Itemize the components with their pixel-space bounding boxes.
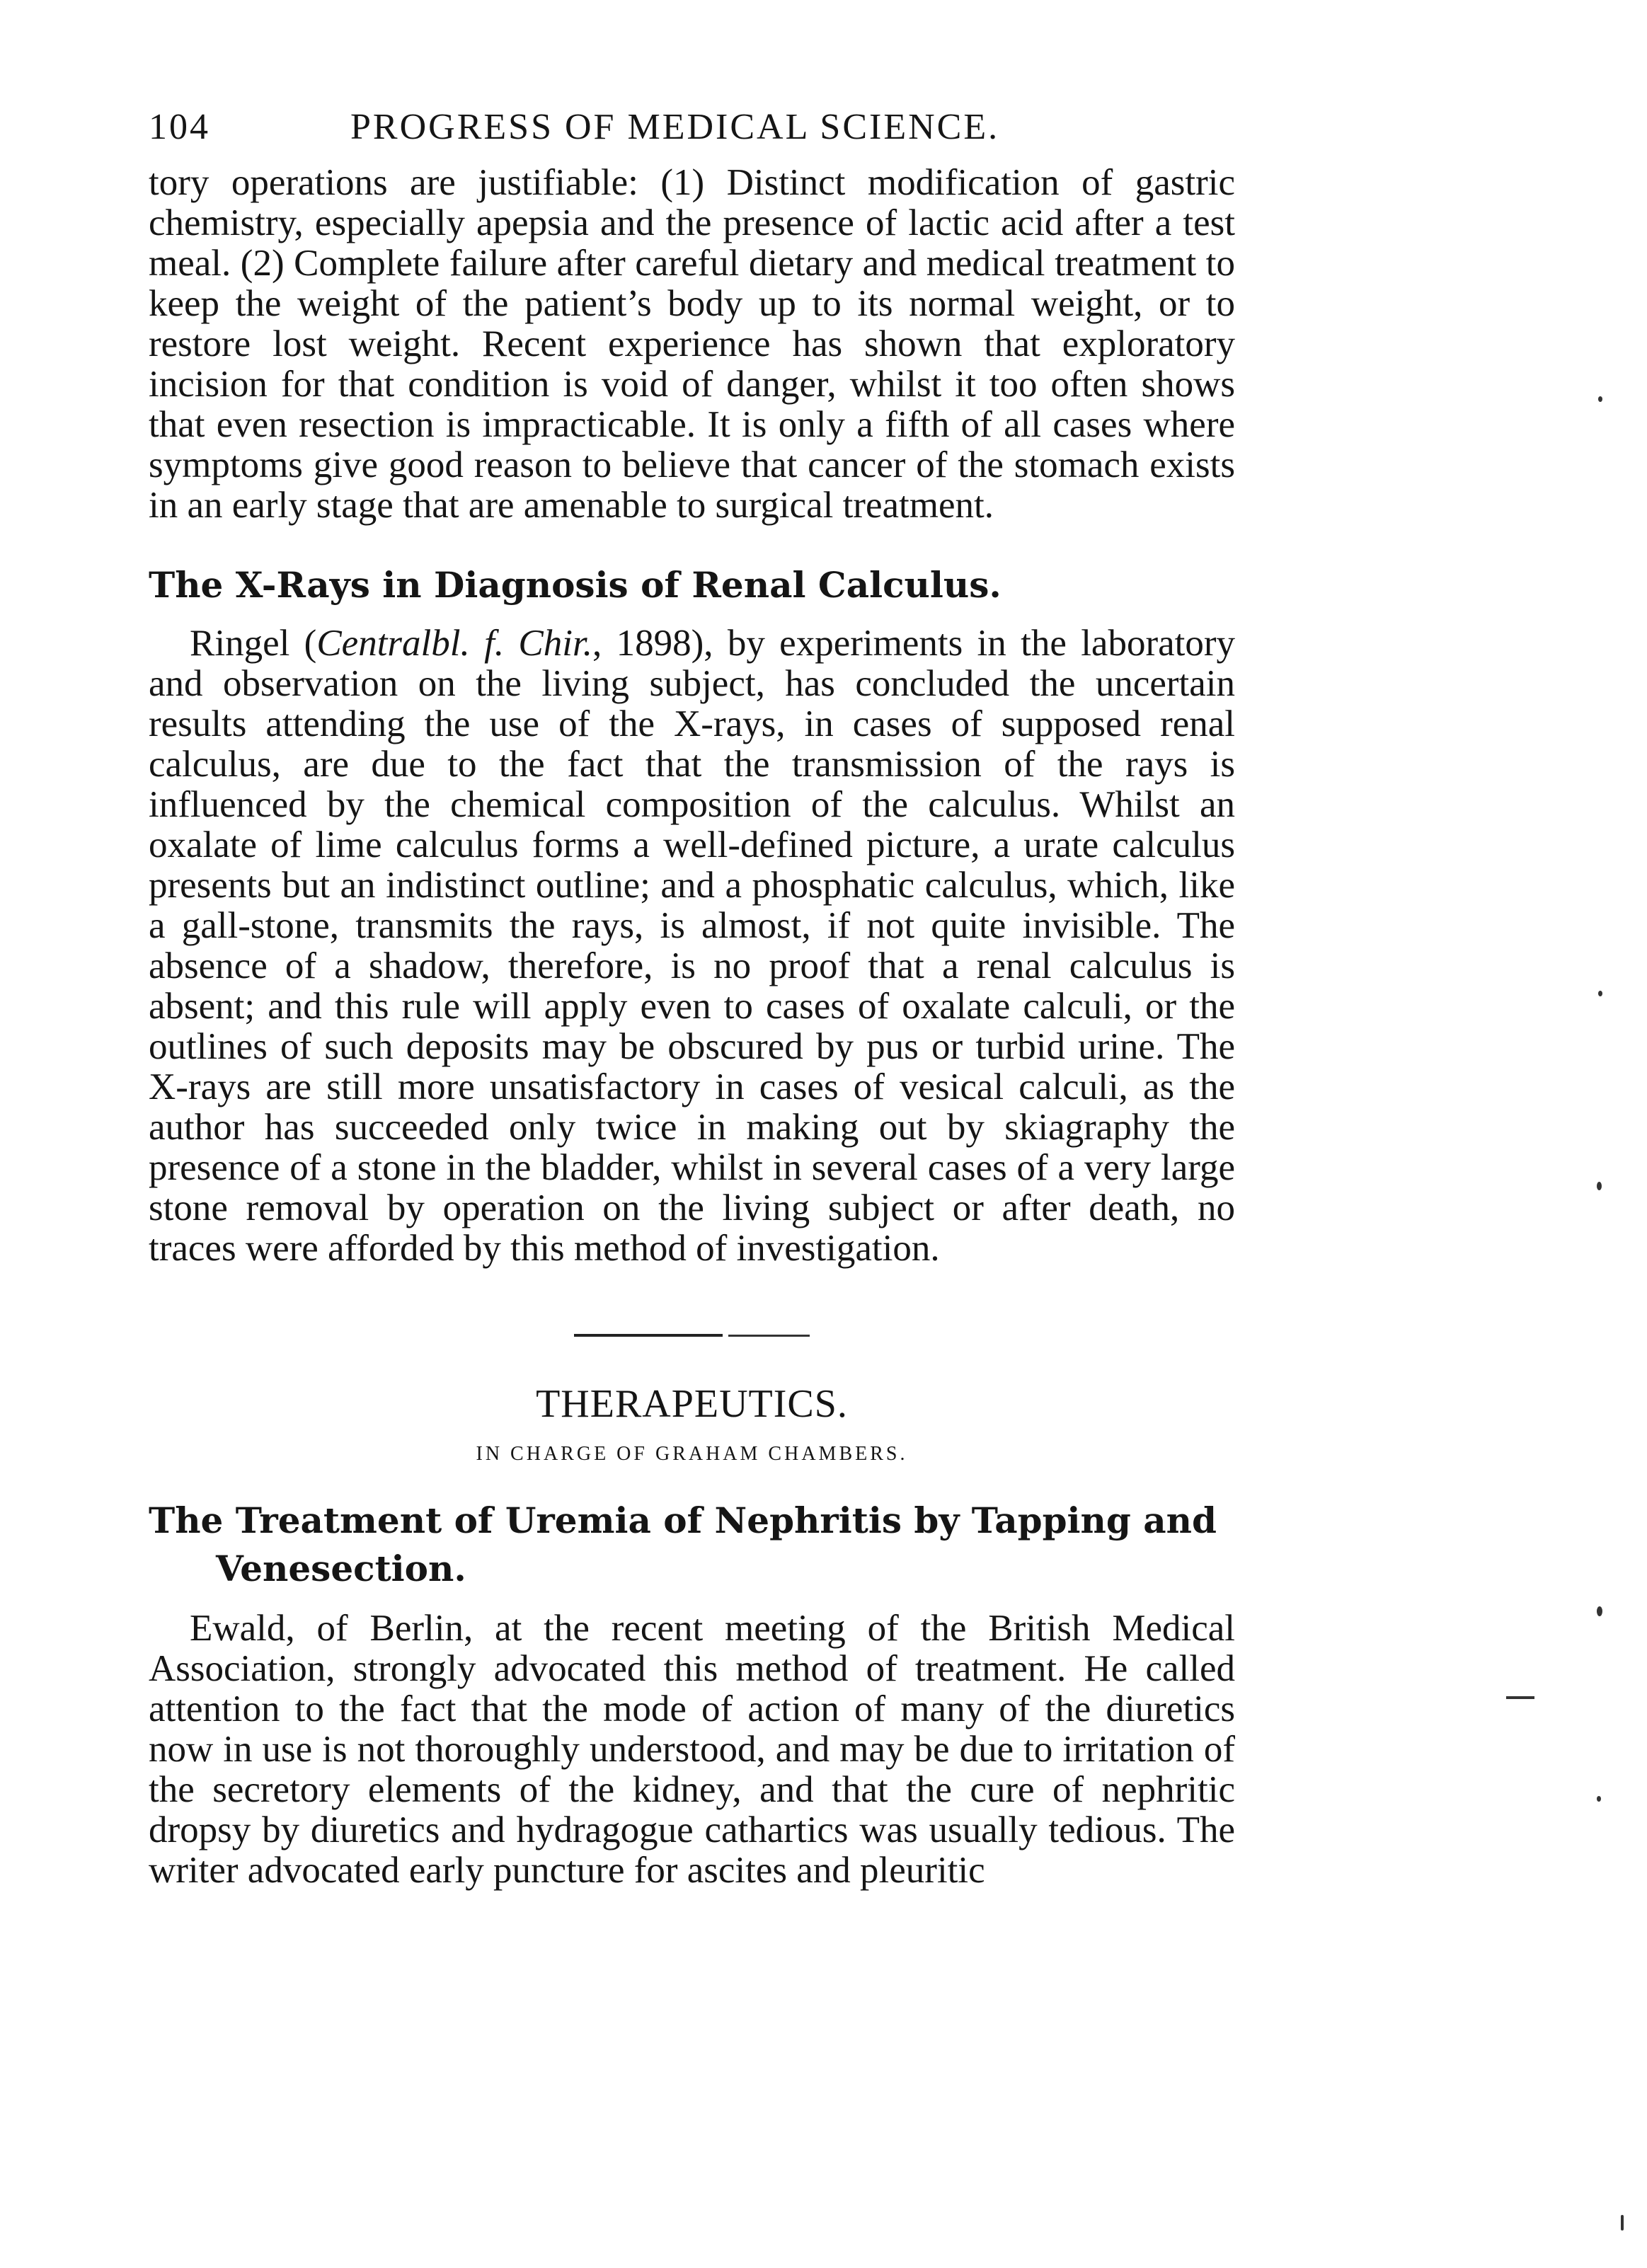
citation-year: , 1898), xyxy=(592,623,713,664)
page-content xyxy=(149,106,1235,1891)
section-subtitle: IN CHARGE OF GRAHAM CHAMBERS. xyxy=(476,1443,908,1465)
article-author: Ringel xyxy=(190,623,290,664)
article-body-uremia: Ewald, of Berlin, at the recent meeting of the British Medical Association, strongly advocated this method of treatment. He called attention to the fact that the mode of action of many of the diuretics now in use is not thoroughly understood, and may be due to irritation of the secretory elements of the kidney, and that the cure of nephritic dropsy by diuretics and hydragogue cathartics was usually tedious. The writer advocated early puncture for ascites and pleuritic xyxy=(149,1608,1235,1891)
article-heading-xrays: The X-Rays in Diagnosis of Renal Calculus. xyxy=(149,564,1002,606)
scan-speck xyxy=(1598,991,1602,996)
section-title: THERAPEUTICS. xyxy=(536,1382,848,1426)
running-head xyxy=(149,106,1235,163)
divider-rule xyxy=(574,1334,723,1337)
scan-speck xyxy=(1597,1796,1601,1802)
scan-dash xyxy=(1506,1696,1534,1699)
scan-speck xyxy=(1597,1606,1602,1616)
scan-speck xyxy=(1597,1182,1602,1190)
scan-speck xyxy=(1621,2215,1624,2230)
citation-journal: Centralbl. f. Chir. xyxy=(316,623,592,664)
article-heading-uremia: The Treatment of Uremia of Nephritis by Tapping and Venesection. xyxy=(149,1499,1217,1589)
intro-paragraph: tory operations are justifiable: (1) Distinct modification of gastric chemistry, especially apepsia and the presence of lactic acid after a test meal. (2) Complete failure after careful dietary and medical treatment to keep the weight of the patient’s body up to its normal weight, or to restore lost weight. Recent experience has shown that exploratory incision for that condition is void of danger, whilst it too often shows that even resection is impracticable. It is only a fifth of all cases where symptoms give good reason to believe that cancer of the stomach exists in an early stage that are amenable to surgical treatment. xyxy=(149,162,1235,526)
scan-speck xyxy=(1598,396,1602,402)
running-title: PROGRESS OF MEDICAL SCIENCE. xyxy=(350,107,1000,147)
divider-rule-dashed xyxy=(728,1335,810,1337)
page-number: 104 xyxy=(149,107,210,147)
section-divider xyxy=(149,1334,1235,1337)
article-body-text: by experiments in the laboratory and observation on the living subject, has concluded the uncertain results attending the use of the X-rays, in cases of supposed renal calculus, are due to the fact that the transmission of the rays is influenced by the chemical composition of the calculus. Whilst an oxalate of lime calculus forms a well-defined picture, a urate calculus presents but an indistinct outline; and a phosphatic calculus, which, like a gall-stone, transmits the rays, is almost, if not quite invisible. The absence of a shadow, therefore, is no proof that a renal calculus is absent; and this rule will apply even to cases of oxalate calculi, or the outlines of such deposits may be obscured by pus or turbid urine. The X-rays are still more unsatisfactory in cases of vesical calculi, as the author has succeeded only twice in making out by skiagraphy the presence of a stone in the bladder, whilst in several cases of a very large stone removal by operation on the living subject or after death, no traces were afforded by this method of investigation. xyxy=(149,623,1236,1269)
article-body-xrays: Ringel (Centralbl. f. Chir., 1898), by experiments in the laboratory and observation on the living subject, has concluded the uncertain results attending the use of the X-rays, in cases of supposed renal calculus, are due to the fact that the transmission of the rays is influenced by the chemical composition of the calculus. Whilst an oxalate of lime calculus forms a well-defined picture, a urate calculus presents but an indistinct outline; and a phosphatic calculus, which, like a gall-stone, transmits the rays, is almost, if not quite invisible. The absence of a shadow, therefore, is no proof that a renal calculus is absent; and this rule will apply even to cases of oxalate calculi, or the outlines of such deposits may be obscured by pus or turbid urine. The X-rays are still more unsatisfactory in cases of vesical calculi, as the author has succeeded only twice in making out by skiagraphy the presence of a stone in the bladder, whilst in several cases of a very large stone removal by operation on the living subject or after death, no traces were afforded by this method of investigation. xyxy=(149,623,1236,1269)
